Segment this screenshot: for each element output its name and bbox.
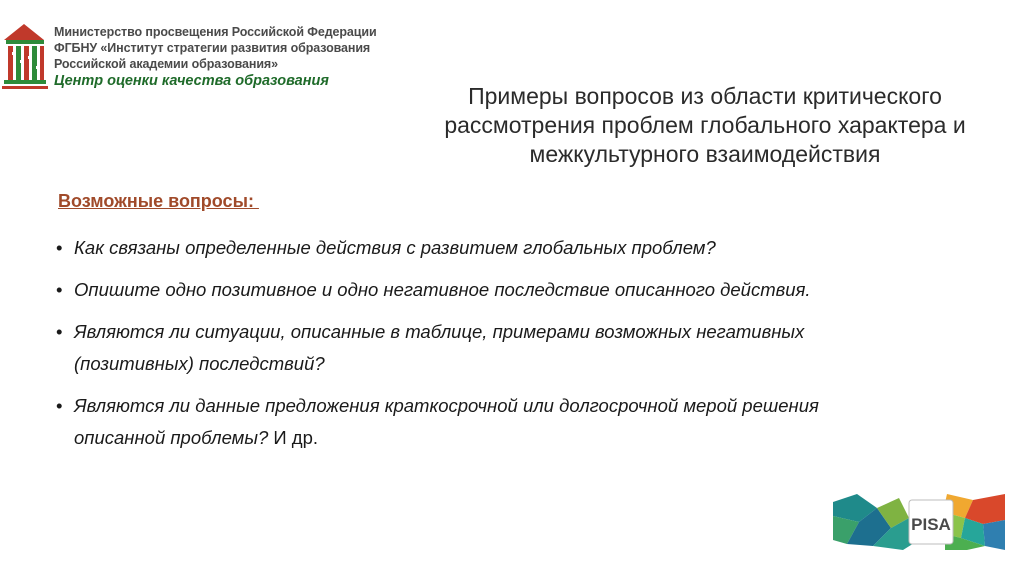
list-item [56,316,876,380]
bullet-icon: • [56,237,63,258]
org-line-ministry: Министерство просвещения Российской Федерации [54,25,377,39]
building-columns-icon [0,10,60,96]
bullet-icon: • [56,321,63,342]
bullet-icon: • [56,395,63,416]
org-line-institute: ФГБНУ «Институт стратегии развития образования [54,41,371,55]
org-line-academy: Российской академии образования» [54,57,278,71]
organization-logo [0,10,60,96]
questions-subheading: Возможные вопросы: [58,191,259,211]
question-text: Как связаны определенные действия с развитием глобальных проблем? [74,237,716,258]
bullet-icon: • [56,279,63,300]
question-text: Являются ли ситуации, описанные в таблице, примерами возможных негативных (позитивных) последствий? [74,321,805,374]
list-item [56,232,876,264]
pisa-logo-icon [833,494,1005,550]
slide-title: Примеры вопросов из области критического рассмотрения проблем глобального характера и межкультурного взаимодействия [444,83,966,167]
list-item [56,390,876,454]
list-item [56,274,876,306]
pisa-logo [833,494,1005,550]
question-tail: И др. [268,427,319,448]
organization-header [54,24,377,89]
questions-list [56,232,876,464]
question-text: Опишите одно позитивное и одно негативное последствие описанного действия. [74,279,811,300]
center-name: Центр оценки качества образования [54,73,329,89]
pisa-label: PISA [911,515,951,534]
question-text: Являются ли данные предложения краткосрочной или долгосрочной мерой решения описанной проблемы? [74,395,819,448]
